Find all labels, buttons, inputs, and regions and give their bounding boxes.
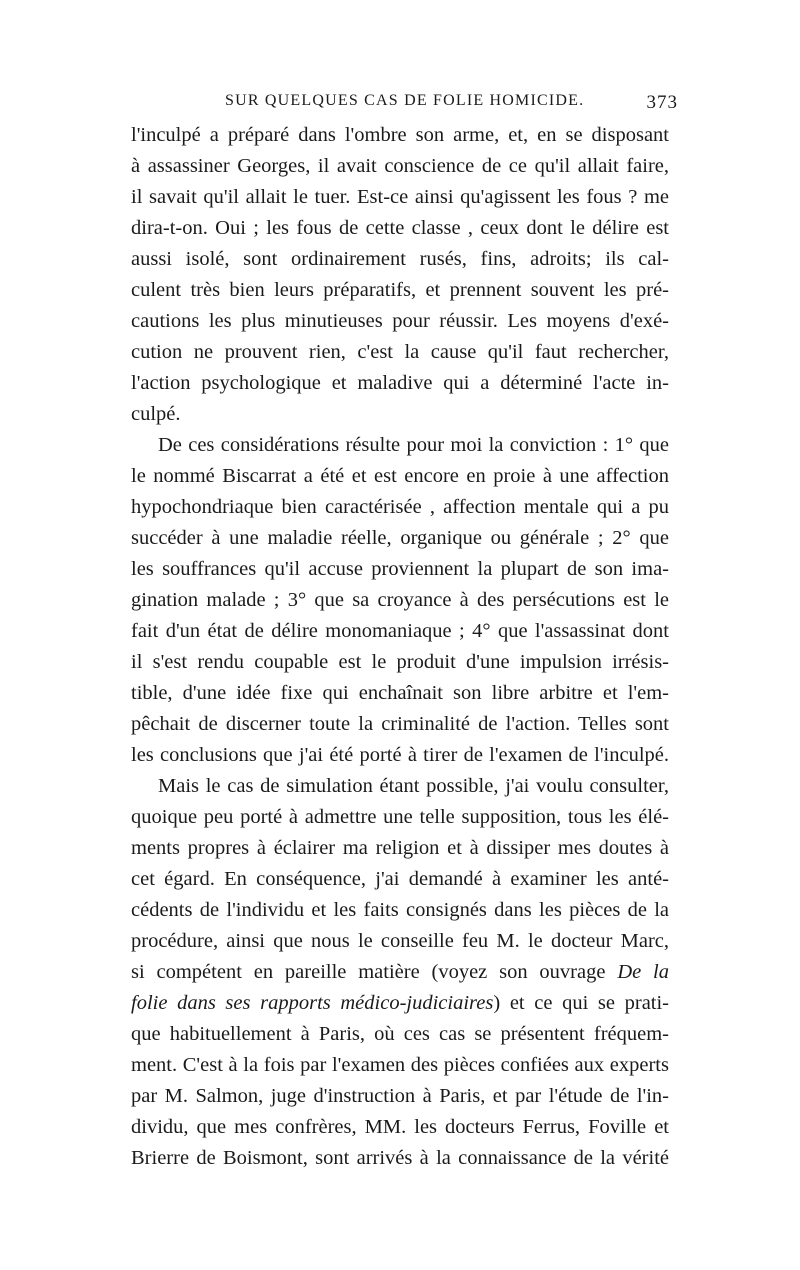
text-line: l'inculpé a préparé dans l'ombre son arme, et, en se disposant	[131, 124, 669, 146]
text-line: à assassiner Georges, il avait conscience de ce qu'il allait faire,	[131, 155, 669, 177]
text-line: il s'est rendu coupable est le produit d'une impulsion irrésis-	[131, 651, 669, 673]
running-head	[130, 92, 680, 116]
text-line: succéder à une maladie réelle, organique ou générale ; 2° que	[131, 527, 669, 549]
book-title-italic: folie dans ses rapports médico-judiciaires	[131, 992, 494, 1014]
text-line: Mais le cas de simulation étant possible, j'ai voulu consulter,	[158, 775, 669, 797]
text-line: l'action psychologique et maladive qui a déterminé l'acte in-	[131, 372, 669, 394]
text-line: culpé.	[131, 403, 181, 425]
text-segment: si compétent en pareille matière (voyez son ouvrage	[131, 961, 606, 983]
page-number: 373	[646, 92, 678, 113]
text-line: hypochondriaque bien caractérisée , affection mentale qui a pu	[131, 496, 669, 518]
text-line: Brierre de Boismont, sont arrivés à la connaissance de la vérité	[131, 1147, 669, 1169]
text-line	[131, 993, 669, 1014]
text-line: pêchait de discerner toute la criminalité de l'action. Telles sont	[131, 713, 669, 735]
text-segment: et ce qui se prati-	[509, 992, 670, 1014]
text-line: cution ne prouvent rien, c'est la cause qu'il faut rechercher,	[131, 341, 669, 363]
text-line	[131, 962, 669, 983]
text-line: quoique peu porté à admettre une telle supposition, tous les élé-	[131, 806, 669, 828]
text-line: ment. C'est à la fois par l'examen des pièces confiées aux experts	[131, 1054, 669, 1076]
text-line: dira-t-on. Oui ; les fous de cette classe , ceux dont le délire est	[131, 217, 669, 239]
text-line: cet égard. En conséquence, j'ai demandé à examiner les anté-	[131, 868, 669, 890]
text-line: il savait qu'il allait le tuer. Est-ce ainsi qu'agissent les fous ? me	[131, 186, 669, 208]
book-title-italic: De la	[617, 961, 669, 983]
text-line: cédents de l'individu et les faits consignés dans les pièces de la	[131, 899, 669, 921]
text-line: ments propres à éclairer ma religion et à dissiper mes doutes à	[131, 837, 669, 859]
text-line: le nommé Biscarrat a été et est encore en proie à une affection	[131, 465, 669, 487]
text-line: tible, d'une idée fixe qui enchaînait son libre arbitre et l'em-	[131, 682, 669, 704]
text-line: aussi isolé, sont ordinairement rusés, fins, adroits; ils cal-	[131, 248, 669, 270]
text-line: procédure, ainsi que nous le conseille feu M. le docteur Marc,	[131, 930, 669, 952]
text-line: culent très bien leurs préparatifs, et prennent souvent les pré-	[131, 279, 669, 301]
text-line: que habituellement à Paris, où ces cas se présentent fréquem-	[131, 1023, 669, 1045]
text-line: fait d'un état de délire monomaniaque ; 4° que l'assassinat dont	[131, 620, 669, 642]
text-line: les souffrances qu'il accuse proviennent la plupart de son ima-	[131, 558, 669, 580]
close-paren: )	[493, 992, 501, 1014]
text-line: De ces considérations résulte pour moi la conviction : 1° que	[158, 434, 669, 456]
text-line: par M. Salmon, juge d'instruction à Paris, et par l'étude de l'in-	[131, 1085, 669, 1107]
text-line: cautions les plus minutieuses pour réussir. Les moyens d'exé-	[131, 310, 669, 332]
text-line: dividu, que mes confrères, MM. les docteurs Ferrus, Foville et	[131, 1116, 669, 1138]
text-line: les conclusions que j'ai été porté à tirer de l'examen de l'inculpé.	[131, 744, 669, 766]
running-head-title: SUR QUELQUES CAS DE FOLIE HOMICIDE.	[225, 92, 585, 109]
text-line: gination malade ; 3° que sa croyance à des persécutions est le	[131, 589, 669, 611]
